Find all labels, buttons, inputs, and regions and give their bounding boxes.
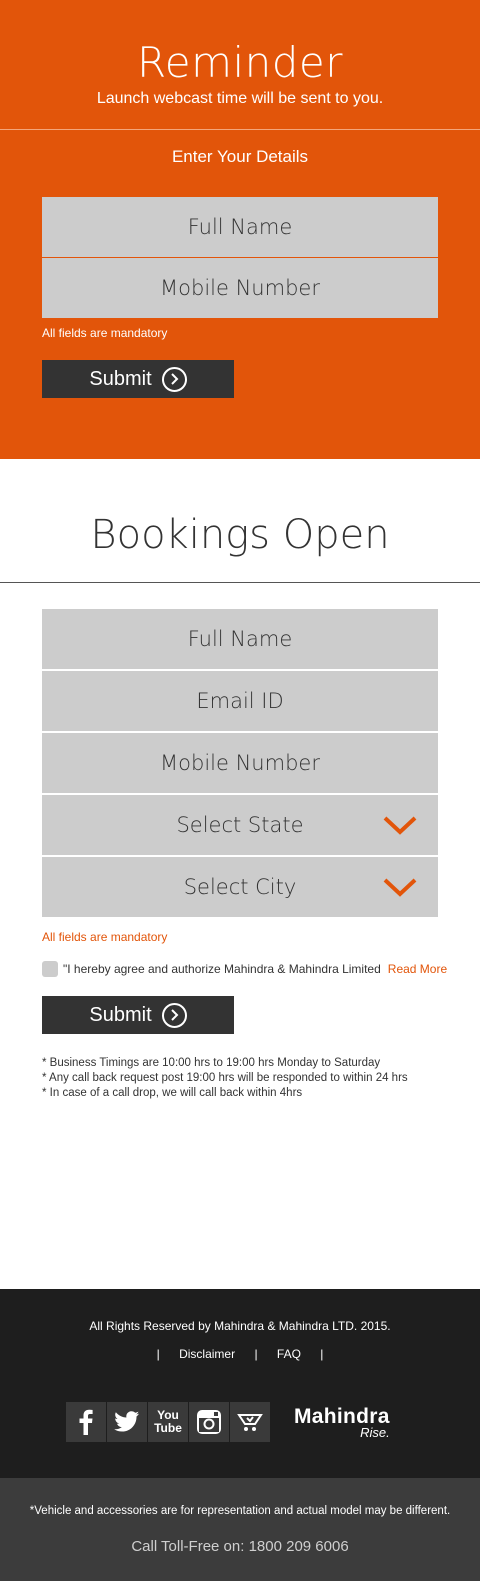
vehicle-disclaimer: *Vehicle and accessories are for representation and actual model may be different. (29, 1505, 451, 1517)
toll-free-number[interactable]: Call Toll-Free on: 1800 209 6006 (131, 1538, 349, 1555)
disclaimer-link[interactable]: Disclaimer (179, 1347, 236, 1361)
arrow-right-circle-icon (162, 367, 187, 392)
reminder-full-name-input[interactable] (42, 197, 438, 257)
agree-row (42, 961, 447, 977)
agree-text: "I hereby agree and authorize Mahindra & Mahindra Limited (63, 962, 381, 976)
city-select[interactable] (42, 857, 438, 917)
reminder-divider (0, 129, 480, 130)
bookings-mandatory-note: All fields are mandatory (42, 930, 168, 944)
reminder-submit-label: Submit (89, 367, 152, 390)
note-line: * In case of a call drop, we will call back within 4hrs (42, 1087, 303, 1099)
reminder-mandatory-note: All fields are mandatory (42, 326, 168, 340)
footer-links (0, 1347, 480, 1361)
reminder-mobile-placeholder: Mobile Number (160, 276, 320, 300)
arrow-right-circle-icon (162, 1003, 187, 1028)
bookings-mobile-placeholder: Mobile Number (160, 751, 320, 775)
agree-checkbox[interactable] (42, 961, 58, 977)
reminder-mobile-input[interactable] (42, 258, 438, 318)
bookings-divider (0, 582, 480, 583)
state-select[interactable] (42, 795, 438, 855)
chevron-down-icon (382, 813, 418, 837)
twitter-icon[interactable] (107, 1402, 147, 1442)
chevron-down-icon (382, 875, 418, 899)
bookings-full-name-placeholder: Full Name (187, 627, 293, 651)
note-line: * Any call back request post 19:00 hrs will be responded to within 24 hrs (42, 1072, 408, 1084)
mahindra-logo (294, 1405, 390, 1440)
city-select-value: Select City (183, 875, 297, 899)
reminder-details-heading: Enter Your Details (171, 147, 309, 166)
link-separator: | (156, 1347, 160, 1361)
bookings-mobile-input[interactable] (42, 733, 438, 793)
social-icons (66, 1402, 270, 1442)
youtube-label-bottom: Tube (154, 1421, 182, 1435)
state-select-value: Select State (176, 813, 304, 837)
reminder-full-name-placeholder: Full Name (187, 215, 293, 239)
link-separator: | (320, 1347, 324, 1361)
copyright-text: All Rights Reserved by Mahindra & Mahindra LTD. 2015. (89, 1319, 391, 1333)
reminder-section (0, 0, 480, 459)
link-separator: | (254, 1347, 258, 1361)
bookings-submit-button[interactable] (42, 996, 234, 1034)
note-line: * Business Timings are 10:00 hrs to 19:00 hrs Monday to Saturday (42, 1057, 381, 1069)
read-more-link[interactable]: Read More (387, 962, 448, 976)
brand-name: Mahindra (294, 1405, 390, 1428)
footer (0, 1289, 480, 1478)
facebook-icon[interactable] (66, 1402, 106, 1442)
brand-tagline: Rise. (360, 1425, 390, 1440)
faq-link[interactable]: FAQ (276, 1347, 301, 1361)
bookings-title: Bookings Open (90, 512, 390, 558)
reminder-subtitle: Launch webcast time will be sent to you. (96, 90, 384, 107)
shop-icon[interactable] (230, 1402, 270, 1442)
bookings-full-name-input[interactable] (42, 609, 438, 669)
business-notes (42, 1056, 408, 1101)
footer-bottom (0, 1478, 480, 1581)
bookings-email-input[interactable] (42, 671, 438, 731)
youtube-icon[interactable] (148, 1402, 188, 1442)
bookings-email-placeholder: Email ID (196, 689, 284, 713)
instagram-icon[interactable] (189, 1402, 229, 1442)
reminder-title: Reminder (136, 38, 344, 87)
reminder-submit-button[interactable] (42, 360, 234, 398)
youtube-label-top: You (157, 1408, 179, 1422)
bookings-submit-label: Submit (89, 1003, 152, 1026)
